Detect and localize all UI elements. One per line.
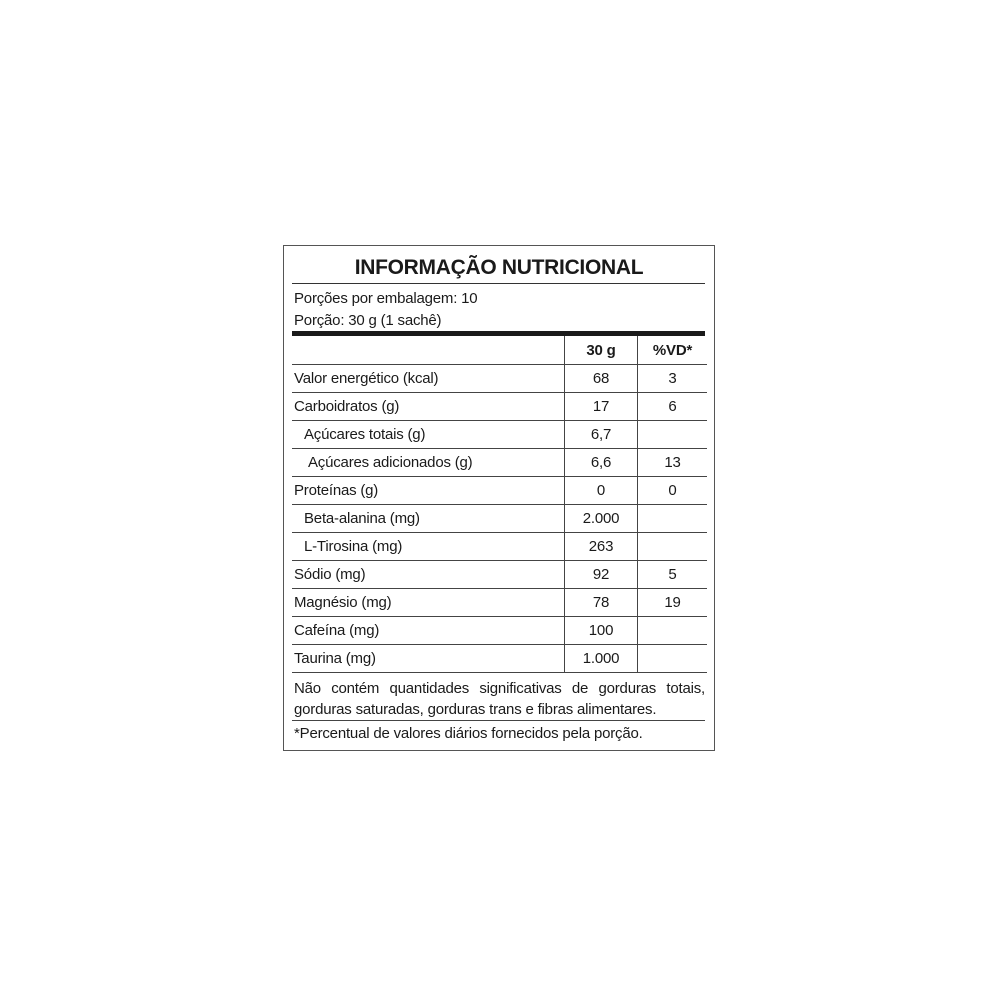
nutrient-table [292,336,707,673]
nutrient-name: Carboidratos (g) [292,393,565,421]
nutrient-amount: 100 [565,617,638,645]
nutrient-name: Açúcares totais (g) [292,421,565,449]
nutrient-amount: 0 [565,477,638,505]
nutrient-name: Cafeína (mg) [292,617,565,645]
table-row [292,421,707,449]
nutrient-name: Proteínas (g) [292,477,565,505]
nutrient-dv [638,533,708,561]
nutrient-dv: 6 [638,393,708,421]
nutrient-amount: 1.000 [565,645,638,673]
table-row [292,505,707,533]
table-row [292,449,707,477]
table-row [292,561,707,589]
header-daily-value: %VD* [638,336,708,365]
table-row [292,589,707,617]
nutrient-name: Magnésio (mg) [292,589,565,617]
table-row [292,533,707,561]
nutrient-amount: 92 [565,561,638,589]
table-row [292,365,707,393]
table-row [292,617,707,645]
label-title: INFORMAÇÃO NUTRICIONAL [354,256,644,279]
nutrient-amount: 6,7 [565,421,638,449]
title-divider [292,283,705,284]
nutrient-dv: 19 [638,589,708,617]
nutrient-amount: 17 [565,393,638,421]
nutrition-facts-label [283,245,715,751]
nutrient-amount: 263 [565,533,638,561]
nutrient-name: Valor energético (kcal) [292,365,565,393]
nutrient-amount: 68 [565,365,638,393]
nutrient-dv: 5 [638,561,708,589]
table-row [292,645,707,673]
header-nutrient [292,336,565,365]
nutrient-name: L-Tirosina (mg) [292,533,565,561]
nutrient-amount: 78 [565,589,638,617]
header-amount: 30 g [565,336,638,365]
nutrient-amount: 2.000 [565,505,638,533]
servings-info [294,288,477,332]
nutrient-dv [638,645,708,673]
servings-per-package: Porções por embalagem: 10 [294,290,478,307]
nutrient-dv: 13 [638,449,708,477]
serving-size: Porção: 30 g (1 sachê) [294,312,442,329]
nutrient-name: Taurina (mg) [292,645,565,673]
nutrient-name: Açúcares adicionados (g) [292,449,565,477]
nutrient-dv: 0 [638,477,708,505]
nutrient-name: Beta-alanina (mg) [292,505,565,533]
footnote-divider [292,720,705,721]
nutrient-dv [638,505,708,533]
table-row [292,393,707,421]
insignificant-amounts-note: Não contém quantidades significativas de gorduras totais, gorduras saturadas, gorduras trans e fibras alimentares. [294,680,705,718]
table-row [292,477,707,505]
nutrient-dv: 3 [638,365,708,393]
table-header-row [292,336,707,365]
nutrient-dv [638,617,708,645]
daily-value-note: *Percentual de valores diários fornecidos pela porção. [294,725,643,742]
nutrient-dv [638,421,708,449]
nutrient-amount: 6,6 [565,449,638,477]
nutrient-name: Sódio (mg) [292,561,565,589]
